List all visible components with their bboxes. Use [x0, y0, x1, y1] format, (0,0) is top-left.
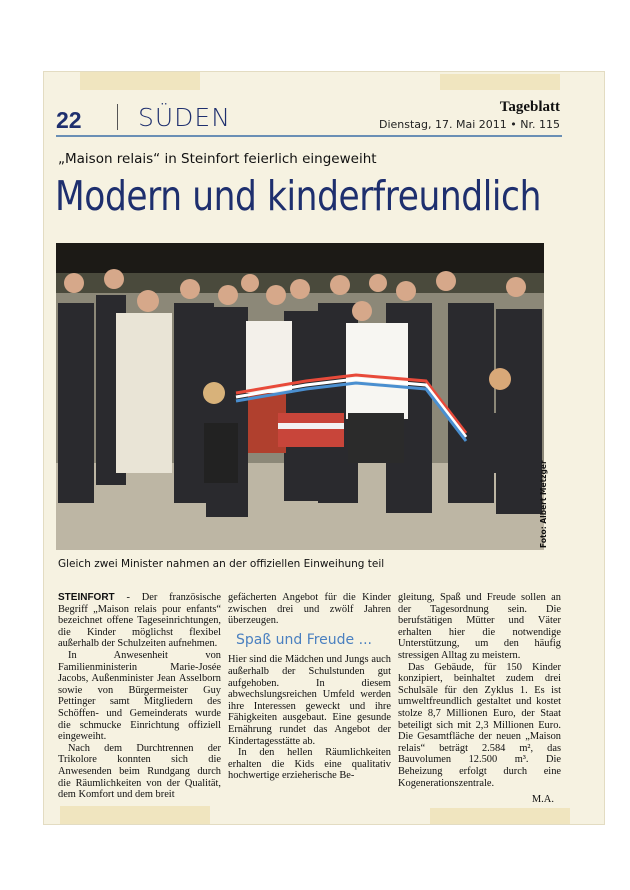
- photo-credit: Foto: Albert Metzger: [539, 460, 548, 548]
- lead-text: - Der französische Begriff „Maison relais pour enfants“ bezeichnet offene Tageseinrichtungen, die Kinder möglichst flexibel außerhalb der Schulzeiten aufnehmen.: [58, 592, 221, 650]
- body-paragraph: gleitung, Spaß und Freude sollen an der Tagesordnung sein. Die berufstätigen Mütter und Väter erhalten hier die notwendige Unterstützung, um den häufig stressigen Alltag zu meistern.: [398, 592, 561, 661]
- body-paragraph: gefächerten Angebot für die Kinder zwischen drei und zwölf Jahren überzeugen.: [228, 592, 391, 627]
- tape-strip: [60, 806, 210, 824]
- section-title: SÜDEN: [138, 103, 231, 132]
- subheading: Spaß und Freude ...: [236, 631, 372, 648]
- newspaper-name: Tageblatt: [499, 99, 560, 115]
- tape-strip: [430, 808, 570, 824]
- article-headline: Modern und kinderfreundlich: [55, 172, 541, 220]
- text-column-1: [58, 592, 221, 801]
- photo-caption: Gleich zwei Minister nahmen an der offiziellen Einweihung teil: [58, 558, 385, 570]
- page-number: 22: [56, 107, 82, 133]
- ribbon-cutting-photo: [56, 243, 544, 550]
- header-rule: [56, 135, 562, 137]
- body-paragraph: In den hellen Räumlichkeiten erhalten die Kids eine qualitativ hochwertige erzieherische Be-: [228, 747, 391, 782]
- tape-strip: [440, 74, 560, 90]
- body-paragraph: Das Gebäude, für 150 Kinder konzipiert, beinhaltet zudem drei Schulsäle für den Zyklus 1. Es ist umweltfreundlich gestaltet und kostet stolze 8,7 Millionen Euro, der Staat beteiligt sich mit 2,3 Millionen Euro. Die Gesamtfläche der neuen „Maison relais“ beträgt 2.584 m², das Bauvolumen 12.500 m³. Die Beheizung erfolgt durch eine Kogenerationszentrale.: [398, 661, 561, 789]
- article-photo: [56, 243, 544, 550]
- body-paragraph: Hier sind die Mädchen und Jungs auch außerhalb der Schulstunden gut aufgehoben. In diesem abwechslungsreichen Umfeld werden ihre Interessen geweckt und ihre Fähigkeiten ausgebaut. Eine gesunde Ernährung rundet das Angebot der Kindertagesstätte ab.: [228, 654, 391, 747]
- dateline-place: STEINFORT: [58, 592, 115, 603]
- body-paragraph: In Anwesenheit von Familienministerin Marie-Josée Jacobs, Außenminister Jean Asselborn sowie von Bürgermeister Guy Pettinger samt Mitgliedern des Schöffen- und Gemeinderats wurde die schmucke Einrichtung offiziell eingeweiht.: [58, 649, 221, 743]
- body-paragraph: Nach dem Durchtrennen der Trikolore konnten sich die Anwesenden beim Rundgang durch die Räumlichkeiten von der Qualität, dem Komfort und dem breit: [58, 742, 221, 801]
- header-divider: [117, 104, 118, 130]
- lead-paragraph: [58, 592, 221, 650]
- issue-dateline: Dienstag, 17. Mai 2011 • Nr. 115: [378, 118, 560, 131]
- text-column-3: [398, 592, 561, 789]
- text-column-2: [228, 592, 391, 782]
- tape-strip: [80, 72, 200, 90]
- article-kicker: „Maison relais“ in Steinfort feierlich eingeweiht: [58, 151, 377, 167]
- author-signature: M.A.: [531, 794, 554, 805]
